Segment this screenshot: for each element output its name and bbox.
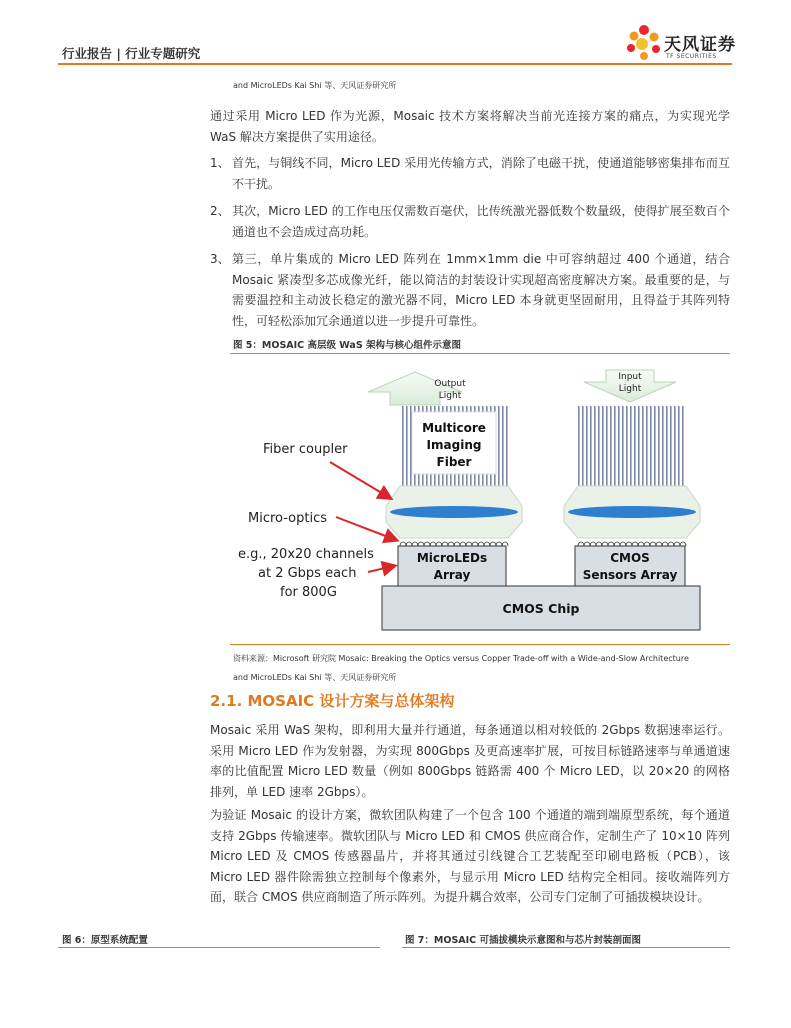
point-number: 1、 [210, 156, 230, 170]
top-source-note: and MicroLEDs Kai Shi 等、天风证券研究所 [233, 81, 397, 90]
logo-text-en: TF SECURITIES [666, 53, 717, 60]
point-2 [210, 201, 730, 243]
point-text: 其次，Micro LED 的工作电压仅需数百毫伏，比传统激光器低数个数量级，使得扩展至数百个通道也不会造成过高功耗。 [232, 204, 730, 239]
section-title: 2.1. MOSAIC 设计方案与总体架构 [210, 692, 455, 710]
right-lens [568, 506, 696, 518]
fiber-label-3: Fiber [436, 455, 472, 469]
point-number: 2、 [210, 204, 230, 218]
report-category: 行业报告 | 行业专题研究 [62, 46, 201, 61]
figure-6-caption-rule [58, 947, 380, 948]
point-text: 首先，与铜线不同，Micro LED 采用光传输方式，消除了电磁干扰，使通道能够密集排布而互不干扰。 [232, 156, 730, 191]
right-micro-optics [578, 542, 686, 546]
intro-paragraph: 通过采用 Micro LED 作为光源，Mosaic 技术方案将解决当前光连接方案的痛点，为实现光学 WaS 解决方案提供了实用途径。 [210, 109, 730, 144]
input-light-label-2: Light [618, 384, 642, 394]
figure-7-caption: 图 7：MOSAIC 可插拔模块示意图和与芯片封装剖面图 [405, 935, 641, 946]
point-text: 第三，单片集成的 Micro LED 阵列在 1mm×1mm die 中可容纳超过 400 个通道，结合 Mosaic 紧凑型多芯成像光纤，能以简洁的封装设计实现超高密度解决方案。最重要的是，与需要温控和主动波长稳定的激光器不同，Micro LED 本身就更坚固耐用，且得益于其阵列特性，可轻松添加冗余通道以进一步提升可靠性。 [232, 252, 730, 328]
left-lens [390, 506, 518, 518]
header-divider [58, 63, 732, 65]
figure-5-diagram [230, 360, 730, 640]
figure-5-caption: 图 5：MOSAIC 高层级 WaS 架构与核心组件示意图 [233, 340, 461, 351]
fiber-label-2: Imaging [426, 438, 482, 452]
paragraph-was-architecture: Mosaic 采用 WaS 架构，即利用大量并行通道，每条通道以相对较低的 2Gbps 数据速率运行。采用 Micro LED 作为发射器，为实现 800Gbps 及更高速率扩展，可按目标链路速率与单通道速率的比值配置 Micro LED 数量（例如 800Gbps 链路需 400 个 Micro LED，以 20×20 的网格排列，单 LED 速率 2Gbps）。 [210, 723, 730, 799]
cmos-chip-label: CMOS Chip [502, 601, 580, 616]
cmos-sensors-label-1: CMOS [610, 551, 650, 565]
point-number: 3、 [210, 252, 230, 266]
microleds-label-2: Array [433, 568, 471, 582]
channels-label-2: at 2 Gbps each [258, 566, 357, 581]
channels-label-1: e.g., 20x20 channels [238, 547, 374, 562]
figure-7-caption-rule [402, 947, 730, 948]
right-fiber-bundle [578, 406, 686, 486]
left-micro-optics [400, 542, 508, 546]
figure-5-caption-rule [230, 353, 730, 354]
figure-5-source-2: and MicroLEDs Kai Shi 等、天风证券研究所 [233, 673, 397, 682]
micro-optics-label: Micro-optics [248, 511, 327, 526]
tf-securities-logo-icon [622, 22, 666, 62]
cmos-sensors-label-2: Sensors Array [582, 568, 678, 582]
fiber-coupler-arrow [330, 462, 390, 498]
paragraph-prototype: 为验证 Mosaic 的设计方案，微软团队构建了一个包含 100 个通道的端到端原型系统，每个通道支持 2Gbps 传输速率。微软团队与 Micro LED 和 CMOS 供应商合作，定制生产了 10×10 阵列 Micro LED 及 CMOS 传感器晶片，并将其通过引线键合工艺装配至印刷电路板（PCB），该 Micro LED 器件除需独立控制每个像素外，与显示用 Micro LED 结构完全相同。接收端阵列方面，联合 CMOS 供应商制造了所示阵列。为提升耦合效率，公司专门定制了可插拔模块设计。 [210, 808, 730, 904]
output-light-label-2: Light [438, 391, 462, 401]
fiber-coupler-label: Fiber coupler [263, 442, 348, 457]
microleds-label-1: MicroLEDs [416, 551, 488, 565]
logo-text-cn: 天风证券 [664, 35, 736, 55]
channels-label-3: for 800G [280, 585, 337, 600]
point-1 [210, 153, 730, 195]
point-3 [210, 249, 730, 331]
figure-6-caption: 图 6：原型系统配置 [62, 935, 148, 946]
figure-5-source-1: 资料来源：Microsoft 研究院 Mosaic: Breaking the Optics versus Copper Trade-off with a Wide-and-Slow Architecture [233, 654, 689, 663]
fiber-label-1: Multicore [422, 421, 486, 435]
channels-arrow [368, 566, 394, 572]
output-light-label-1: Output [434, 379, 466, 389]
figure-5-bottom-rule [230, 644, 730, 645]
input-light-label-1: Input [618, 372, 642, 382]
